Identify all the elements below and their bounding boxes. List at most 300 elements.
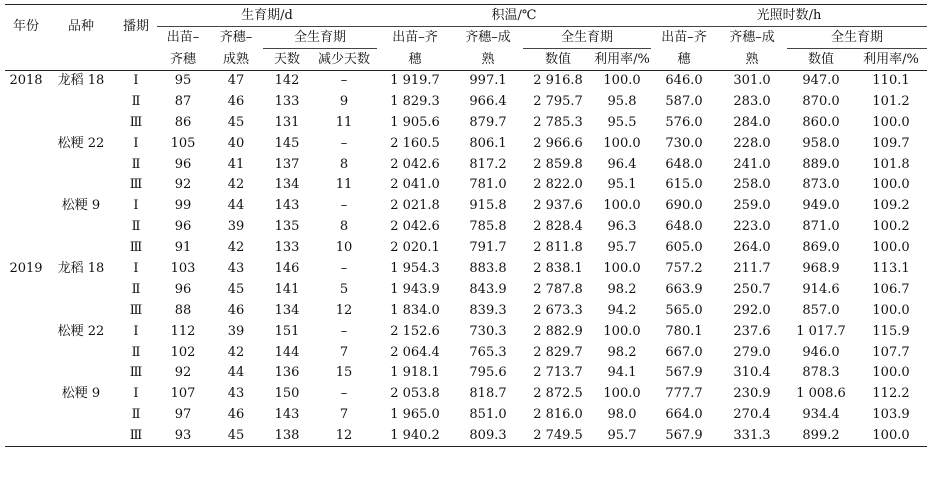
gp-reduced-days-cell: – (340, 198, 348, 214)
gp-reduced-days-cell: 7 (339, 407, 349, 423)
t-emergence-heading-cell: 1 954.3 (390, 260, 440, 276)
table-row (5, 91, 927, 112)
s-utilization-cell: 113.1 (872, 260, 910, 276)
header-s-heading-maturity-l2: 熟 (745, 51, 759, 67)
header-s-heading-maturity-l1: 齐穗–成 (729, 30, 775, 46)
t-value-cell: 2 882.9 (533, 323, 583, 339)
t-emergence-heading-cell: 2 020.1 (390, 240, 440, 256)
table-row (5, 279, 927, 300)
t-utilization-cell: 95.1 (607, 177, 637, 193)
s-value-cell: 873.0 (802, 177, 840, 193)
t-utilization-cell: 98.2 (607, 281, 637, 297)
table-body (5, 71, 927, 447)
t-emergence-heading-cell: 2 041.0 (390, 177, 440, 193)
s-emergence-heading-cell: 567.9 (651, 426, 717, 447)
table-row (5, 259, 927, 280)
gp-reduced-days-cell: 11 (335, 114, 353, 130)
t-emergence-heading-cell: 2 064.4 (390, 344, 440, 360)
t-utilization-cell: 98.2 (607, 344, 637, 360)
gp-reduced-days-cell: 8 (339, 156, 349, 172)
t-heading-maturity-cell: 915.8 (469, 198, 507, 214)
t-utilization-cell: 100.0 (603, 198, 641, 214)
s-heading-maturity-cell: 292.0 (733, 302, 771, 318)
table-row (5, 175, 927, 196)
t-value-cell: 2 822.0 (533, 177, 583, 193)
year-cell (5, 196, 47, 217)
s-value-cell: 899.2 (787, 426, 855, 447)
s-value-cell: 934.4 (802, 407, 840, 423)
table-row (5, 196, 927, 217)
t-utilization-cell: 96.3 (607, 219, 637, 235)
sowing-cell: Ⅲ (129, 365, 143, 381)
s-heading-maturity-cell: 283.0 (733, 93, 771, 109)
sowing-cell: Ⅱ (131, 344, 141, 360)
s-value-cell: 878.3 (802, 365, 840, 381)
t-utilization-cell: 100.0 (603, 323, 641, 339)
gp-heading-maturity-cell: 46 (227, 93, 245, 109)
variety-cell (47, 405, 115, 426)
t-heading-maturity-cell: 781.0 (469, 177, 507, 193)
t-value-cell: 2 872.5 (533, 386, 583, 402)
variety-cell (47, 91, 115, 112)
s-utilization-cell: 100.0 (872, 240, 910, 256)
gp-heading-maturity-cell: 45 (227, 281, 245, 297)
sowing-cell: Ⅲ (129, 302, 143, 318)
header-gp-whole-period: 全生育期 (263, 27, 377, 49)
s-utilization-cell: 100.0 (872, 177, 910, 193)
gp-emergence-heading-cell: 95 (157, 71, 209, 92)
gp-reduced-days-cell: – (340, 135, 348, 151)
t-value-cell: 2 673.3 (533, 302, 583, 318)
gp-emergence-heading-cell: 97 (174, 407, 192, 423)
s-heading-maturity-cell: 250.7 (733, 281, 771, 297)
t-emergence-heading-cell: 1 919.7 (377, 71, 453, 92)
t-emergence-heading-cell: 1 918.1 (390, 365, 440, 381)
sowing-cell: Ⅱ (131, 93, 141, 109)
header-s-emergence-heading-l2: 穗 (677, 51, 691, 67)
s-emergence-heading-cell: 730.0 (665, 135, 703, 151)
t-utilization-cell: 95.7 (593, 426, 651, 447)
table-row (5, 238, 927, 259)
gp-emergence-heading-cell: 92 (174, 177, 192, 193)
year-cell (5, 91, 47, 112)
s-emergence-heading-cell: 615.0 (665, 177, 703, 193)
t-heading-maturity-cell: 809.3 (453, 426, 523, 447)
s-utilization-cell: 109.7 (872, 135, 910, 151)
table-row (5, 71, 927, 92)
t-value-cell: 2 785.3 (533, 114, 583, 130)
variety-cell (47, 238, 115, 259)
t-heading-maturity-cell: 818.7 (469, 386, 507, 402)
t-emergence-heading-cell: 1 940.2 (377, 426, 453, 447)
header-year: 年份 (12, 19, 39, 35)
s-utilization-cell: 110.1 (855, 71, 927, 92)
header-t-utilization: 利用率/% (594, 52, 650, 67)
sowing-cell: Ⅲ (129, 114, 143, 130)
header-blank (115, 49, 157, 71)
gp-days-cell: 134 (274, 302, 300, 318)
variety-cell: 松粳 9 (61, 386, 101, 402)
t-utilization-cell: 100.0 (603, 260, 641, 276)
s-emergence-heading-cell: 780.1 (665, 323, 703, 339)
table-row (5, 112, 927, 133)
variety-cell (47, 363, 115, 384)
gp-emergence-heading-cell: 96 (174, 281, 192, 297)
sowing-cell: Ⅲ (129, 177, 143, 193)
s-value-cell: 968.9 (802, 260, 840, 276)
gp-reduced-days-cell: – (340, 323, 348, 339)
s-emergence-heading-cell: 690.0 (665, 198, 703, 214)
year-cell (5, 405, 47, 426)
t-heading-maturity-cell: 795.6 (469, 365, 507, 381)
t-value-cell: 2 829.7 (533, 344, 583, 360)
t-value-cell: 2 811.8 (533, 240, 583, 256)
variety-cell: 龙稻 18 (57, 260, 105, 276)
t-utilization-cell: 100.0 (593, 71, 651, 92)
gp-emergence-heading-cell: 107 (170, 386, 196, 402)
gp-heading-maturity-cell: 42 (227, 240, 245, 256)
gp-heading-maturity-cell: 45 (227, 114, 245, 130)
t-emergence-heading-cell: 1 943.9 (390, 281, 440, 297)
sowing-cell: Ⅰ (133, 135, 139, 151)
t-heading-maturity-cell: 806.1 (469, 135, 507, 151)
header-t-heading-maturity-l2: 熟 (481, 51, 495, 67)
s-utilization-cell: 100.2 (872, 219, 910, 235)
s-value-cell: 914.6 (802, 281, 840, 297)
s-value-cell: 889.0 (802, 156, 840, 172)
sowing-cell: Ⅰ (133, 323, 139, 339)
year-cell (5, 342, 47, 363)
s-emergence-heading-cell: 648.0 (665, 156, 703, 172)
s-value-cell: 958.0 (802, 135, 840, 151)
variety-cell (47, 154, 115, 175)
t-value-cell: 2 795.7 (533, 93, 583, 109)
s-heading-maturity-cell: 259.0 (733, 198, 771, 214)
s-heading-maturity-cell: 331.3 (717, 426, 787, 447)
year-cell: 2019 (9, 260, 43, 276)
s-emergence-heading-cell: 605.0 (665, 240, 703, 256)
t-value-cell: 2 713.7 (533, 365, 583, 381)
sowing-cell: Ⅱ (131, 156, 141, 172)
s-heading-maturity-cell: 258.0 (733, 177, 771, 193)
sowing-cell: Ⅰ (115, 71, 157, 92)
year-cell (5, 112, 47, 133)
gp-days-cell: 134 (274, 177, 300, 193)
header-accumulated-temp: 积温/℃ (377, 5, 651, 27)
table-header (5, 5, 927, 71)
gp-days-cell: 141 (274, 281, 300, 297)
header-t-heading-maturity-l1: 齐穗–成 (465, 30, 511, 46)
gp-days-cell: 133 (274, 240, 300, 256)
year-cell (5, 363, 47, 384)
header-growth-period: 生育期/d (157, 5, 377, 27)
s-utilization-cell: 106.7 (872, 281, 910, 297)
header-blank (47, 49, 115, 71)
variety-cell (47, 300, 115, 321)
t-emergence-heading-cell: 2 042.6 (390, 219, 440, 235)
gp-emergence-heading-cell: 105 (170, 135, 196, 151)
year-cell (5, 133, 47, 154)
s-utilization-cell: 115.9 (872, 323, 910, 339)
gp-heading-maturity-cell: 45 (209, 426, 263, 447)
gp-heading-maturity-cell: 46 (227, 302, 245, 318)
s-value-cell: 857.0 (802, 302, 840, 318)
sowing-cell: Ⅰ (133, 386, 139, 402)
header-sunshine: 光照时数/h (651, 5, 927, 27)
header-gp-heading-maturity-l2: 成熟 (222, 51, 249, 67)
s-emergence-heading-cell: 777.7 (665, 386, 703, 402)
data-table-container (5, 4, 927, 447)
s-heading-maturity-cell: 264.0 (733, 240, 771, 256)
year-cell (5, 384, 47, 405)
t-emergence-heading-cell: 2 160.5 (390, 135, 440, 151)
table-row (5, 426, 927, 447)
sowing-cell: Ⅰ (133, 260, 139, 276)
header-blank (5, 49, 47, 71)
s-emergence-heading-cell: 664.0 (665, 407, 703, 423)
t-heading-maturity-cell: 785.8 (469, 219, 507, 235)
gp-days-cell: 137 (274, 156, 300, 172)
s-emergence-heading-cell: 757.2 (665, 260, 703, 276)
gp-days-cell: 131 (274, 114, 300, 130)
table-row (5, 342, 927, 363)
gp-days-cell: 145 (274, 135, 300, 151)
t-value-cell: 2 966.6 (533, 135, 583, 151)
gp-reduced-days-cell: 11 (335, 177, 353, 193)
t-value-cell: 2 937.6 (533, 198, 583, 214)
growth-temperature-sunshine-table (5, 4, 927, 447)
t-emergence-heading-cell: 2 042.6 (390, 156, 440, 172)
gp-days-cell: 135 (274, 219, 300, 235)
gp-heading-maturity-cell: 44 (227, 198, 245, 214)
s-value-cell: 1 017.7 (796, 323, 846, 339)
t-utilization-cell: 100.0 (603, 386, 641, 402)
s-value-cell: 949.0 (802, 198, 840, 214)
header-variety: 品种 (67, 19, 94, 35)
variety-cell (47, 217, 115, 238)
s-value-cell: 947.0 (787, 71, 855, 92)
header-t-emergence-heading-l1: 出苗–齐 (392, 30, 438, 46)
year-cell (5, 154, 47, 175)
header-gp-days: 天数 (273, 52, 300, 67)
header-s-emergence-heading-l1: 出苗–齐 (661, 30, 707, 46)
s-heading-maturity-cell: 237.6 (733, 323, 771, 339)
year-cell (5, 175, 47, 196)
t-heading-maturity-cell: 817.2 (469, 156, 507, 172)
gp-reduced-days-cell: 15 (335, 365, 353, 381)
gp-heading-maturity-cell: 42 (227, 344, 245, 360)
year-cell (5, 321, 47, 342)
gp-reduced-days-cell: 5 (339, 281, 349, 297)
s-value-cell: 869.0 (802, 240, 840, 256)
variety-cell: 龙稻 18 (47, 71, 115, 92)
gp-emergence-heading-cell: 103 (170, 260, 196, 276)
t-emergence-heading-cell: 1 829.3 (390, 93, 440, 109)
table-row (5, 363, 927, 384)
t-utilization-cell: 95.8 (607, 93, 637, 109)
s-heading-maturity-cell: 301.0 (717, 71, 787, 92)
t-heading-maturity-cell: 879.7 (469, 114, 507, 130)
t-value-cell: 2 787.8 (533, 281, 583, 297)
gp-days-cell: 143 (274, 407, 300, 423)
variety-cell: 松粳 9 (61, 198, 101, 214)
variety-cell: 松粳 22 (57, 135, 105, 151)
t-heading-maturity-cell: 851.0 (469, 407, 507, 423)
gp-emergence-heading-cell: 102 (170, 344, 196, 360)
sowing-cell: Ⅱ (131, 407, 141, 423)
table-row (5, 321, 927, 342)
gp-heading-maturity-cell: 40 (227, 135, 245, 151)
year-cell (5, 426, 47, 447)
table-row (5, 133, 927, 154)
gp-reduced-days-cell: 7 (339, 344, 349, 360)
s-emergence-heading-cell: 648.0 (665, 219, 703, 235)
sowing-cell: Ⅱ (131, 219, 141, 235)
header-s-utilization: 利用率/% (863, 52, 919, 67)
s-utilization-cell: 101.2 (872, 93, 910, 109)
s-utilization-cell: 100.0 (872, 114, 910, 130)
variety-cell (47, 112, 115, 133)
t-value-cell: 2 859.8 (533, 156, 583, 172)
gp-reduced-days-cell: 12 (311, 426, 377, 447)
t-utilization-cell: 96.4 (607, 156, 637, 172)
t-heading-maturity-cell: 765.3 (469, 344, 507, 360)
t-heading-maturity-cell: 730.3 (469, 323, 507, 339)
table-row (5, 405, 927, 426)
s-heading-maturity-cell: 310.4 (733, 365, 771, 381)
t-value-cell: 2 916.8 (523, 71, 593, 92)
gp-reduced-days-cell: 12 (335, 302, 353, 318)
s-emergence-heading-cell: 565.0 (665, 302, 703, 318)
header-t-whole-period: 全生育期 (523, 27, 651, 49)
gp-heading-maturity-cell: 39 (227, 219, 245, 235)
s-emergence-heading-cell: 567.9 (665, 365, 703, 381)
gp-heading-maturity-cell: 44 (227, 365, 245, 381)
sowing-cell: Ⅱ (131, 281, 141, 297)
header-gp-emergence-heading-l2: 齐穗 (169, 51, 196, 67)
s-value-cell: 870.0 (802, 93, 840, 109)
year-cell (5, 238, 47, 259)
t-utilization-cell: 98.0 (607, 407, 637, 423)
t-value-cell: 2 828.4 (533, 219, 583, 235)
s-utilization-cell: 107.7 (872, 344, 910, 360)
t-utilization-cell: 94.1 (607, 365, 637, 381)
s-utilization-cell: 100.0 (855, 426, 927, 447)
s-heading-maturity-cell: 228.0 (733, 135, 771, 151)
s-value-cell: 946.0 (802, 344, 840, 360)
gp-heading-maturity-cell: 43 (227, 260, 245, 276)
gp-emergence-heading-cell: 88 (174, 302, 192, 318)
gp-heading-maturity-cell: 46 (227, 407, 245, 423)
t-emergence-heading-cell: 1 965.0 (390, 407, 440, 423)
header-sowing: 播期 (122, 19, 149, 35)
gp-emergence-heading-cell: 112 (170, 323, 196, 339)
gp-heading-maturity-cell: 43 (227, 386, 245, 402)
t-utilization-cell: 100.0 (603, 135, 641, 151)
t-utilization-cell: 94.2 (607, 302, 637, 318)
gp-emergence-heading-cell: 93 (157, 426, 209, 447)
table-row (5, 384, 927, 405)
table-row (5, 217, 927, 238)
t-heading-maturity-cell: 791.7 (469, 240, 507, 256)
s-heading-maturity-cell: 279.0 (733, 344, 771, 360)
t-heading-maturity-cell: 997.1 (453, 71, 523, 92)
s-emergence-heading-cell: 587.0 (665, 93, 703, 109)
year-cell (5, 300, 47, 321)
t-utilization-cell: 95.5 (607, 114, 637, 130)
header-t-value: 数值 (545, 52, 572, 67)
s-value-cell: 860.0 (802, 114, 840, 130)
s-value-cell: 871.0 (802, 219, 840, 235)
t-utilization-cell: 95.7 (607, 240, 637, 256)
gp-reduced-days-cell: – (340, 260, 348, 276)
t-emergence-heading-cell: 2 053.8 (390, 386, 440, 402)
year-cell (5, 279, 47, 300)
header-gp-heading-maturity-l1: 齐穗– (219, 30, 253, 46)
t-emergence-heading-cell: 1 905.6 (390, 114, 440, 130)
t-emergence-heading-cell: 2 152.6 (390, 323, 440, 339)
gp-days-cell: 146 (274, 260, 300, 276)
gp-days-cell: 150 (274, 386, 300, 402)
s-heading-maturity-cell: 270.4 (733, 407, 771, 423)
gp-heading-maturity-cell: 42 (227, 177, 245, 193)
gp-days-cell: 143 (274, 198, 300, 214)
gp-emergence-heading-cell: 87 (174, 93, 192, 109)
t-emergence-heading-cell: 2 021.8 (390, 198, 440, 214)
t-value-cell: 2 749.5 (523, 426, 593, 447)
gp-days-cell: 133 (274, 93, 300, 109)
gp-heading-maturity-cell: 41 (227, 156, 245, 172)
s-utilization-cell: 109.2 (872, 198, 910, 214)
variety-cell (47, 426, 115, 447)
header-t-emergence-heading-l2: 穗 (408, 51, 422, 67)
year-cell (5, 217, 47, 238)
gp-reduced-days-cell: – (340, 386, 348, 402)
year-cell: 2018 (5, 71, 47, 92)
header-s-whole-period: 全生育期 (787, 27, 927, 49)
t-heading-maturity-cell: 839.3 (469, 302, 507, 318)
sowing-cell: Ⅰ (133, 198, 139, 214)
s-heading-maturity-cell: 230.9 (733, 386, 771, 402)
header-gp-emergence-heading-l1: 出苗– (166, 30, 200, 46)
s-value-cell: 1 008.6 (796, 386, 846, 402)
s-emergence-heading-cell: 576.0 (665, 114, 703, 130)
t-heading-maturity-cell: 966.4 (469, 93, 507, 109)
gp-heading-maturity-cell: 47 (209, 71, 263, 92)
s-heading-maturity-cell: 284.0 (733, 114, 771, 130)
s-heading-maturity-cell: 241.0 (733, 156, 771, 172)
gp-emergence-heading-cell: 91 (174, 240, 192, 256)
s-utilization-cell: 112.2 (872, 386, 910, 402)
gp-heading-maturity-cell: 39 (227, 323, 245, 339)
gp-reduced-days-cell: 8 (339, 219, 349, 235)
t-emergence-heading-cell: 1 834.0 (390, 302, 440, 318)
variety-cell: 松粳 22 (57, 323, 105, 339)
t-value-cell: 2 816.0 (533, 407, 583, 423)
gp-emergence-heading-cell: 99 (174, 198, 192, 214)
s-utilization-cell: 101.8 (872, 156, 910, 172)
gp-reduced-days-cell: 9 (339, 93, 349, 109)
gp-reduced-days-cell: 10 (335, 240, 353, 256)
gp-days-cell: 138 (263, 426, 311, 447)
gp-emergence-heading-cell: 96 (174, 219, 192, 235)
variety-cell (47, 175, 115, 196)
header-s-value: 数值 (808, 52, 835, 67)
gp-days-cell: 142 (263, 71, 311, 92)
s-utilization-cell: 103.9 (872, 407, 910, 423)
variety-cell (47, 342, 115, 363)
table-row (5, 300, 927, 321)
